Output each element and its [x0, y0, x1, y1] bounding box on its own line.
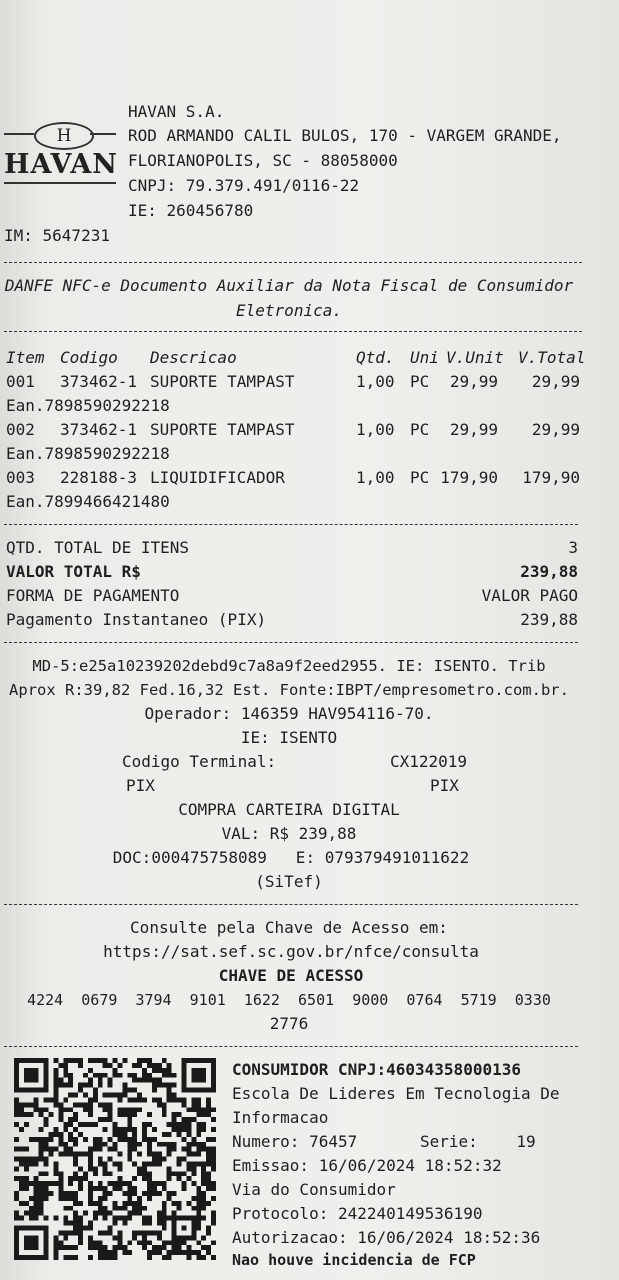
pix-left: PIX	[126, 776, 155, 795]
sitef-line: (SiTef)	[255, 872, 323, 891]
divider	[4, 642, 578, 643]
doc-title-line-2: Eletronica.	[236, 301, 342, 320]
emissao: Emissao: 16/06/2024 18:52:32	[232, 1156, 502, 1175]
qr-finder-pattern	[14, 1226, 48, 1260]
consumer-cnpj: CONSUMIDOR CNPJ:46034358000136	[232, 1060, 521, 1079]
col-vtotal: V.Total	[518, 348, 586, 367]
col-uni: Uni	[410, 348, 439, 367]
protocolo: Protocolo: 242240149536190	[232, 1204, 483, 1223]
total-value-label: VALOR TOTAL R$	[6, 562, 141, 581]
fcp-note: Nao houve incidencia de FCP	[232, 1251, 476, 1269]
divider	[4, 262, 582, 263]
ie-line: IE: ISENTO	[240, 728, 338, 747]
receipt-paper: H HAVAN HAVAN S.A. ROD ARMANDO CALIL BULOS, 170 - VARGEM GRANDE, FLORIANOPOLIS, SC - 88058000 CNPJ: 79.379.491/0116-22 IE: 260456780 IM: 5647231 DANFE NFC-e Documento Auxiliar da Nota Fiscal de Consumidor Eletronica. Item Codigo Descricao Qtd. Uni V.Unit V.Total 001 373462-1 SUPORTE TAMPAST 1,00 PC 29,99 29,99 Ean.7898590292218 002 373462-1 SUPORTE TAMPAST 1,00 PC 29,99 29,99 Ean.7898590292218 003 228188-3 LIQUIDIFICADOR 1,00 PC 179,90 179,90 Ean.7899466421480 QTD. TOTAL DE ITENS 3 VALOR TOTAL R$ 239,88 FORMA DE PAGAMENTO VALOR PAGO Pagamento Instantaneo (PIX) 239,88 MD-5:e25a10239202debd9c7a8a9f2eed2955. IE: ISENTO. Trib Aprox R:39,82 Fed.16,32 Est. Fonte:IBPT/empresometro.com.br. Operador: 146359 HAV954116-70. IE: ISENTO Codigo Terminal: CX122019 PIX PIX COMPRA CARTEIRA DIGITAL VAL: R$ 239,88 DOC:000475758089 E: 079379491011622 (SiTef) Consulte pela Chave de Acesso em: https://sat.sef.sc.gov.br/nfce/consulta CHAVE DE ACESSO 4224 0679 3794 9101 1622 6501 9000 0764 5719 0330 2776 CONSUMIDOR CNPJ:46034358000136 Escola De Lideres Em Tecnologia De Informacao Numero: 76457 Serie: 19 Emissao: 16/06/2024 18:52:32 Via do Consumidor Protocolo: 242240149536190 Autorizacao: 16/06/2024 18:52:36 Nao houve incidencia de FCP	[0, 0, 619, 1280]
qr-code	[12, 1058, 218, 1260]
store-im: IM: 5647231	[4, 226, 110, 245]
divider	[4, 904, 578, 905]
tributos-line: Aprox R:39,82 Fed.16,32 Est. Fonte:IBPT/empresometro.com.br.	[9, 681, 569, 699]
store-name: HAVAN S.A.	[128, 102, 225, 121]
col-item: Item	[6, 348, 45, 367]
total-items-value: 3	[568, 538, 578, 557]
val-line: VAL: R$ 239,88	[221, 824, 357, 843]
store-cnpj: CNPJ: 79.379.491/0116-22	[128, 176, 360, 195]
operador-line: Operador: 146359 HAV954116-70.	[144, 704, 434, 723]
consulta-url: https://sat.sef.sc.gov.br/nfce/consulta	[103, 942, 479, 961]
divider	[4, 524, 578, 525]
autorizacao: Autorizacao: 16/06/2024 18:52:36	[232, 1228, 541, 1247]
divider	[4, 1046, 578, 1047]
total-items-label: QTD. TOTAL DE ITENS	[6, 538, 190, 557]
pix-right: PIX	[430, 776, 459, 795]
chave-line-1: 4224 0679 3794 9101 1622 6501 9000 0764 5719 0330	[27, 991, 551, 1009]
compra-line: COMPRA CARTEIRA DIGITAL	[178, 800, 400, 819]
store-address-2: FLORIANOPOLIS, SC - 88058000	[128, 151, 398, 170]
paid-label: VALOR PAGO	[481, 586, 578, 605]
col-vunit: V.Unit	[446, 348, 504, 367]
via-consumidor: Via do Consumidor	[232, 1180, 396, 1199]
serie: Serie: 19	[420, 1132, 536, 1151]
terminal-value: CX122019	[390, 752, 468, 771]
qr-finder-pattern	[14, 1058, 48, 1092]
total-value: 239,88	[520, 562, 578, 581]
doc-line: DOC:000475758089 E: 079379491011622	[112, 848, 470, 867]
consumer-name-1: Escola De Lideres Em Tecnologia De	[232, 1084, 560, 1103]
divider	[4, 331, 582, 332]
havan-logo	[4, 120, 116, 188]
qr-alignment-pattern	[172, 1216, 197, 1241]
payment-method: Pagamento Instantaneo (PIX)	[6, 610, 267, 629]
logo-wordmark: HAVAN	[4, 149, 118, 180]
payment-label: FORMA DE PAGAMENTO	[6, 586, 180, 605]
chave-line-2: 2776	[269, 1014, 309, 1033]
col-descricao: Descricao	[150, 348, 237, 367]
store-ie: IE: 260456780	[128, 201, 254, 220]
terminal-label: Codigo Terminal:	[122, 752, 277, 771]
chave-title: CHAVE DE ACESSO	[218, 966, 364, 985]
md5-line: MD-5:e25a10239202debd9c7a8a9f2eed2955. IE: ISENTO. Trib	[32, 657, 546, 675]
doc-title-line-1: DANFE NFC-e Documento Auxiliar da Nota Fiscal de Consumidor	[4, 276, 574, 295]
col-codigo: Codigo	[60, 348, 118, 367]
consumer-name-2: Informacao	[232, 1108, 329, 1127]
payment-method-value: 239,88	[520, 610, 578, 629]
qr-finder-pattern	[182, 1058, 216, 1092]
col-qtd: Qtd.	[356, 348, 395, 367]
consulta-line: Consulte pela Chave de Acesso em:	[130, 918, 448, 937]
store-address-1: ROD ARMANDO CALIL BULOS, 170 - VARGEM GRANDE,	[128, 126, 562, 145]
numero: Numero: 76457	[232, 1132, 358, 1151]
logo-emblem: H	[34, 122, 94, 150]
